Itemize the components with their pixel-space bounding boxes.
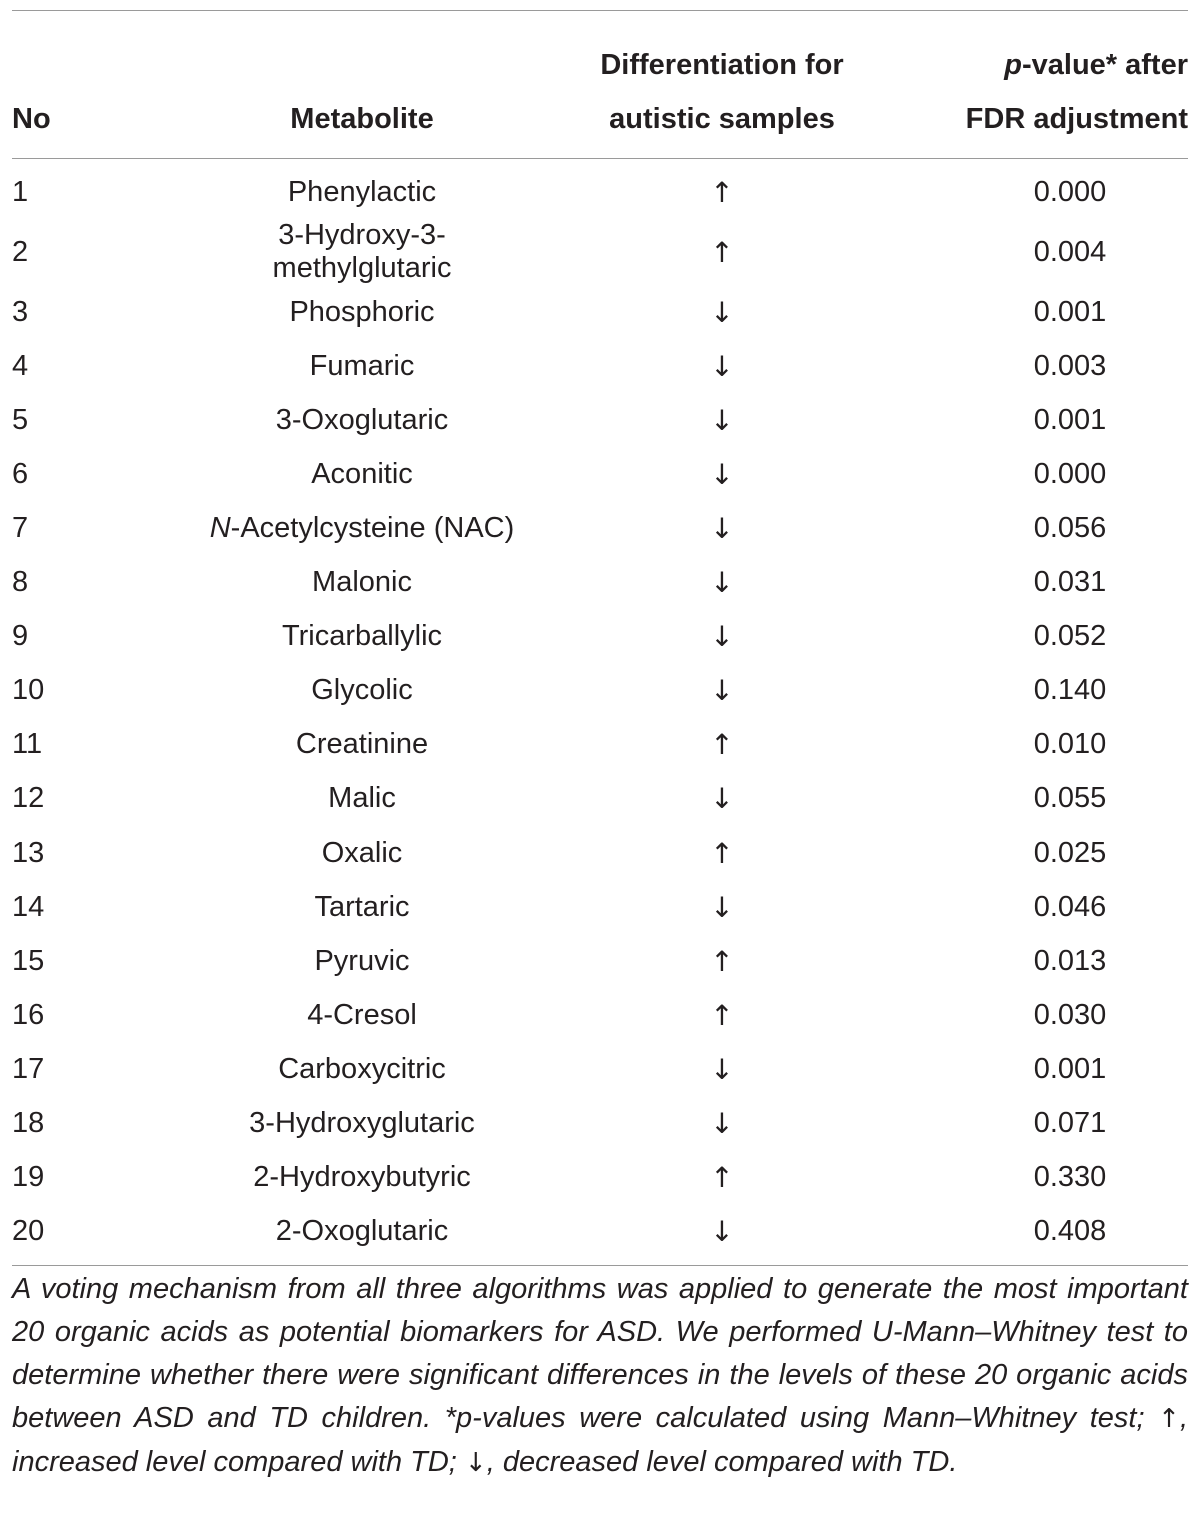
p-value: 0.000 xyxy=(1033,175,1107,208)
p-value: 0.408 xyxy=(1033,1215,1107,1248)
table-row xyxy=(12,934,1188,988)
table-body xyxy=(12,159,1188,1265)
arrow-down-icon: ↓ xyxy=(710,890,734,924)
row-number: 7 xyxy=(12,512,29,545)
arrow-down-icon: ↓ xyxy=(710,1107,734,1141)
metabolite-name: Malic xyxy=(328,782,396,815)
arrow-up-icon: ↑ xyxy=(710,175,734,209)
table-row xyxy=(12,826,1188,880)
arrow-up-icon: ↑ xyxy=(710,235,734,269)
arrow-down-icon: ↓ xyxy=(710,457,734,491)
arrow-down-icon: ↓ xyxy=(710,403,734,437)
metabolite-name xyxy=(112,501,532,555)
row-number: 1 xyxy=(12,175,29,208)
table-row xyxy=(12,718,1188,772)
table-row xyxy=(12,1042,1188,1096)
row-number: 11 xyxy=(12,728,43,761)
row-number: 2 xyxy=(12,235,29,268)
metabolite-name: Tartaric xyxy=(314,890,410,923)
row-number: 8 xyxy=(12,566,29,599)
metabolite-name: 3-Hydroxyglutaric xyxy=(249,1107,475,1140)
p-value: 0.001 xyxy=(1033,295,1107,328)
metabolite-name: 2-Hydroxybutyric xyxy=(253,1161,471,1194)
metabolite-name: 2-Oxoglutaric xyxy=(275,1215,449,1248)
row-number: 13 xyxy=(12,836,45,869)
table-row xyxy=(12,447,1188,501)
p-value: 0.010 xyxy=(1033,728,1107,761)
header-diff-line1: Differentiation for xyxy=(600,49,844,81)
p-value: 0.001 xyxy=(1033,403,1107,436)
table-row xyxy=(12,772,1188,826)
row-number: 4 xyxy=(12,349,29,382)
header-no: No xyxy=(12,103,51,135)
arrow-down-icon: ↓ xyxy=(464,1448,487,1478)
row-number: 17 xyxy=(12,1052,45,1085)
table-row xyxy=(12,339,1188,393)
table-row xyxy=(12,664,1188,718)
table-bottom-rule xyxy=(12,1265,1188,1266)
table-row xyxy=(12,393,1188,447)
metabolite-name: Malonic xyxy=(312,566,412,599)
metabolite-table-body xyxy=(12,159,1188,1265)
header-p-line2: FDR adjustment xyxy=(965,103,1188,135)
metabolite-name: Fumaric xyxy=(309,349,415,382)
p-value: 0.000 xyxy=(1033,457,1107,490)
header-differentiation xyxy=(532,11,912,158)
row-number: 19 xyxy=(12,1161,45,1194)
arrow-up-icon: ↑ xyxy=(710,836,734,870)
row-number: 3 xyxy=(12,295,29,328)
arrow-down-icon: ↓ xyxy=(710,674,734,708)
arrow-down-icon: ↓ xyxy=(710,1215,734,1249)
p-value: 0.052 xyxy=(1033,620,1107,653)
metabolite-name: Carboxycitric xyxy=(278,1052,446,1085)
row-number: 5 xyxy=(12,403,29,436)
p-value: 0.013 xyxy=(1033,944,1107,977)
arrow-down-icon: ↓ xyxy=(710,566,734,600)
arrow-up-icon: ↑ xyxy=(1158,1404,1180,1434)
header-p-italic: p xyxy=(1004,49,1022,81)
arrow-down-icon: ↓ xyxy=(710,295,734,329)
row-number: 10 xyxy=(12,674,45,707)
p-value: 0.031 xyxy=(1033,566,1107,599)
header-metabolite: Metabolite xyxy=(290,103,434,135)
metabolite-name: Tricarballylic xyxy=(281,620,443,653)
row-number: 6 xyxy=(12,457,29,490)
table-row xyxy=(12,159,1188,219)
row-number: 12 xyxy=(12,782,45,815)
table-row xyxy=(12,1205,1188,1265)
header-pvalue xyxy=(912,11,1188,158)
footnote-text-1: A voting mechanism from all three algorithms was applied to generate the most important 20 organic acids as potential biomarkers for ASD. We performed U-Mann–Whitney test to determine whether there were significant differences in the levels of these 20 organic acids between ASD and TD children. *p-values were calculated using Mann–Whitney test; xyxy=(12,1273,1188,1434)
row-number: 15 xyxy=(12,944,45,977)
metabolite-name: Glycolic xyxy=(311,674,413,707)
metabolite-name: Creatinine xyxy=(295,728,429,761)
p-value: 0.071 xyxy=(1033,1107,1107,1140)
metabolite-name: 4-Cresol xyxy=(307,998,417,1031)
arrow-down-icon: ↓ xyxy=(710,1052,734,1086)
arrow-up-icon: ↑ xyxy=(710,1161,734,1195)
metabolite-italic-prefix: N xyxy=(209,512,231,545)
p-value: 0.056 xyxy=(1033,512,1107,545)
metabolite-table-container xyxy=(12,10,1188,1266)
table-row xyxy=(12,501,1188,555)
table-row xyxy=(12,610,1188,664)
metabolite-table xyxy=(12,11,1188,158)
arrow-down-icon: ↓ xyxy=(710,512,734,546)
table-row xyxy=(12,285,1188,339)
metabolite-name: Pyruvic xyxy=(314,944,410,977)
p-value: 0.030 xyxy=(1033,998,1107,1031)
p-value: 0.025 xyxy=(1033,836,1107,869)
table-row xyxy=(12,219,1188,285)
table-row xyxy=(12,880,1188,934)
p-value: 0.140 xyxy=(1033,674,1107,707)
row-number: 9 xyxy=(12,620,29,653)
row-number: 20 xyxy=(12,1215,45,1248)
metabolite-name: Phenylactic xyxy=(287,175,437,208)
metabolite-name-rest: -Acetylcysteine (NAC) xyxy=(230,512,515,545)
table-row xyxy=(12,1097,1188,1151)
table-row xyxy=(12,988,1188,1042)
metabolite-name: 3-Oxoglutaric xyxy=(275,403,449,436)
footnote-text-2: , increased level compared with TD; xyxy=(12,1402,1188,1478)
row-number: 14 xyxy=(12,890,45,923)
metabolite-name: Oxalic xyxy=(321,836,403,869)
metabolite-name: 3-Hydroxy-3-methylglutaric xyxy=(272,219,452,285)
header-diff-line2: autistic samples xyxy=(609,103,835,135)
table-footnote xyxy=(12,1268,1188,1485)
p-value: 0.055 xyxy=(1033,782,1107,815)
table-header-row xyxy=(12,11,1188,158)
p-value: 0.004 xyxy=(1033,235,1107,268)
footnote-text-3: , decreased level compared with TD. xyxy=(486,1446,958,1478)
arrow-down-icon: ↓ xyxy=(710,349,734,383)
arrow-up-icon: ↑ xyxy=(710,998,734,1032)
table-row xyxy=(12,556,1188,610)
row-number: 16 xyxy=(12,998,45,1031)
metabolite-name: Aconitic xyxy=(311,457,413,490)
p-value: 0.330 xyxy=(1033,1161,1107,1194)
arrow-up-icon: ↑ xyxy=(710,728,734,762)
header-p-line1: -value* after xyxy=(1021,49,1188,81)
arrow-up-icon: ↑ xyxy=(710,944,734,978)
table-row xyxy=(12,1151,1188,1205)
row-number: 18 xyxy=(12,1107,45,1140)
p-value: 0.046 xyxy=(1033,890,1107,923)
arrow-down-icon: ↓ xyxy=(710,782,734,816)
arrow-down-icon: ↓ xyxy=(710,620,734,654)
metabolite-name: Phosphoric xyxy=(289,295,435,328)
p-value: 0.001 xyxy=(1033,1052,1107,1085)
p-value: 0.003 xyxy=(1033,349,1107,382)
